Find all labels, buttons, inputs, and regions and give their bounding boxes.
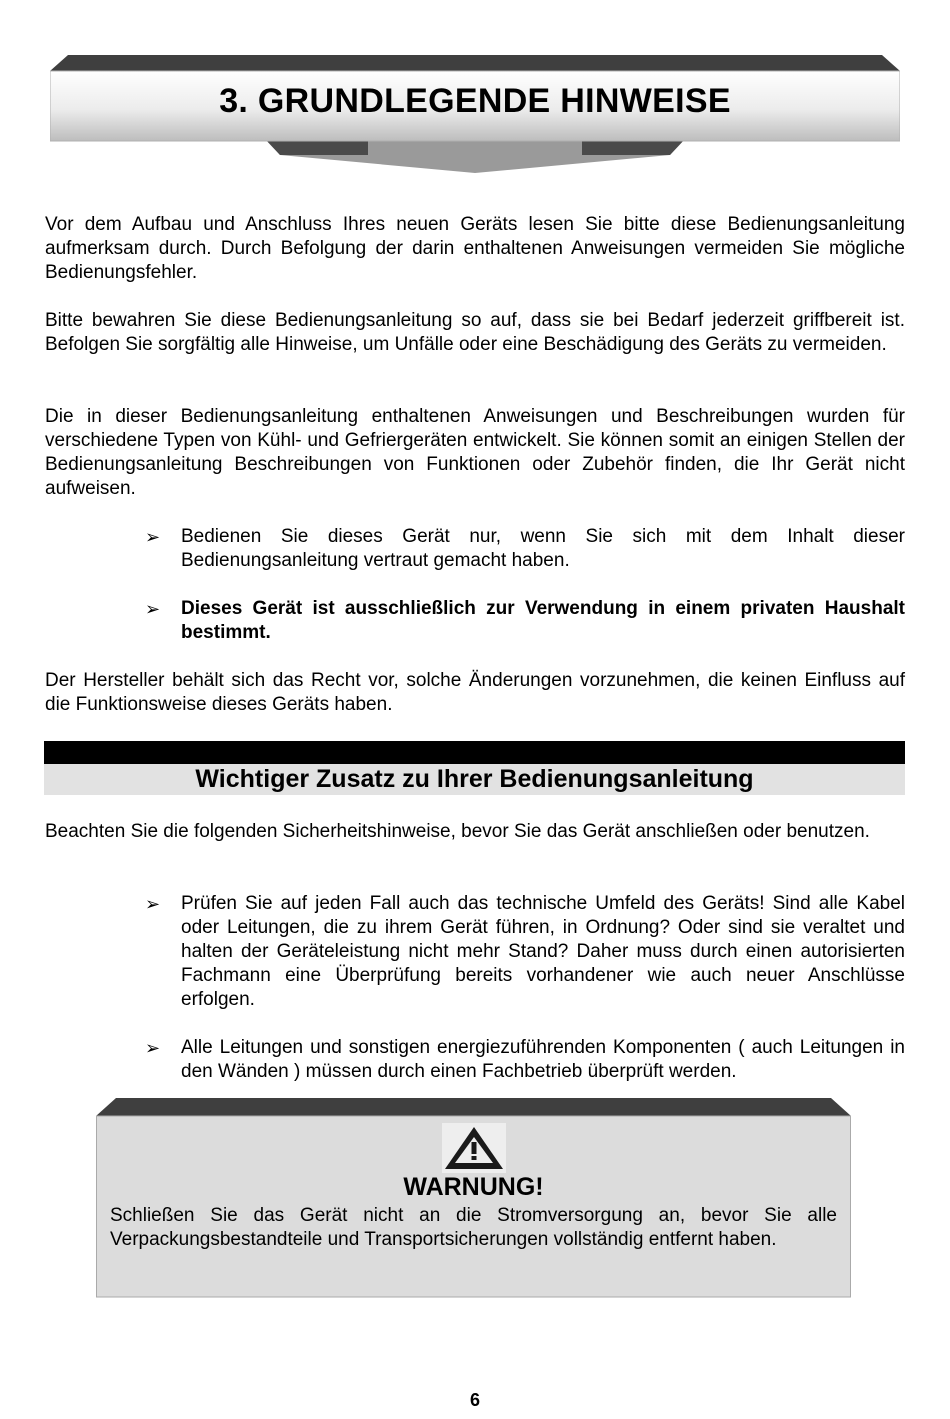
section-heading-bar bbox=[44, 741, 905, 795]
chapter-title: 3. GRUNDLEGENDE HINWEISE bbox=[219, 82, 731, 120]
chapter-header-banner bbox=[50, 55, 900, 175]
section-title: Wichtiger Zusatz zu Ihrer Bedienungsanleitung bbox=[44, 764, 905, 795]
list-item bbox=[145, 892, 905, 1012]
list-item-text: Bedienen Sie dieses Gerät nur, wenn Sie sich mit dem Inhalt dieser Bedienungsanleitung vertraut gemacht haben. bbox=[181, 526, 905, 571]
arrow-bullet-icon: ➢ bbox=[145, 894, 161, 914]
arrow-bullet-icon: ➢ bbox=[145, 527, 161, 547]
intro-paragraph-1: Vor dem Aufbau und Anschluss Ihres neuen Geräts lesen Sie bitte diese Bedienungsanleitung aufmerksam durch. Durch Befolgung der darin enthaltenen Anweisungen vermeiden Sie mögliche Bedienungsfehler. bbox=[45, 214, 905, 283]
intro-paragraph-2: Bitte bewahren Sie diese Bedienungsanleitung so auf, dass sie bei Bedarf jederzeit griffbereit ist. Befolgen Sie sorgfältig alle Hinweise, um Unfälle oder eine Beschädigung des Geräts zu vermeiden. bbox=[45, 310, 905, 355]
section-bar-divider bbox=[44, 741, 905, 764]
arrow-bullet-icon: ➢ bbox=[145, 1038, 161, 1058]
list-item-text: Prüfen Sie auf jeden Fall auch das technische Umfeld des Geräts! Sind alle Kabel oder Leitungen, die zu ihrem Gerät führen, in Ordnung? Oder sind sie veraltet und halten der Geräteleistung nicht mehr Stand? Daher muss durch einen autorisierten Fachmann eine Überprüfung bereits vorhandener wie auch neuer Anschlüsse erfolgen. bbox=[181, 893, 905, 1010]
list-item bbox=[145, 525, 905, 573]
warning-triangle-icon bbox=[442, 1123, 506, 1173]
manufacturer-note: Der Hersteller behält sich das Recht vor, solche Änderungen vorzunehmen, die keinen Einfluss auf die Funktionsweise dieses Geräts haben. bbox=[45, 670, 905, 715]
intro-paragraph-3: Die in dieser Bedienungsanleitung enthaltenen Anweisungen und Beschreibungen wurden für verschiedene Typen von Kühl- und Gefriergeräten entwickelt. Sie können somit an einigen Stellen der Bedienungsanleitung Beschreibungen von Funktionen oder Zubehör finden, die Ihr Gerät nicht aufweisen. bbox=[45, 406, 905, 499]
list-item-text: Alle Leitungen und sonstigen energiezuführenden Komponenten ( auch Leitungen in den Wänden ) müssen durch einen Fachbetrieb überprüft werden. bbox=[181, 1037, 905, 1082]
warning-text: Schließen Sie das Gerät nicht an die Stromversorgung an, bevor Sie alle Verpackungsbestandteile und Transportsicherungen vollständig entfernt haben. bbox=[110, 1205, 837, 1250]
section-intro: Beachten Sie die folgenden Sicherheitshinweise, bevor Sie das Gerät anschließen oder benutzen. bbox=[45, 821, 870, 842]
list-item bbox=[145, 1036, 905, 1084]
arrow-bullet-icon: ➢ bbox=[145, 599, 161, 619]
page-number: 6 bbox=[469, 1390, 480, 1410]
warning-title: WARNUNG! bbox=[403, 1173, 544, 1201]
list-item bbox=[145, 597, 905, 645]
warning-box bbox=[96, 1098, 851, 1298]
list-item-text: Dieses Gerät ist ausschließlich zur Verwendung in einem privaten Haushalt bestimmt. bbox=[181, 598, 905, 643]
